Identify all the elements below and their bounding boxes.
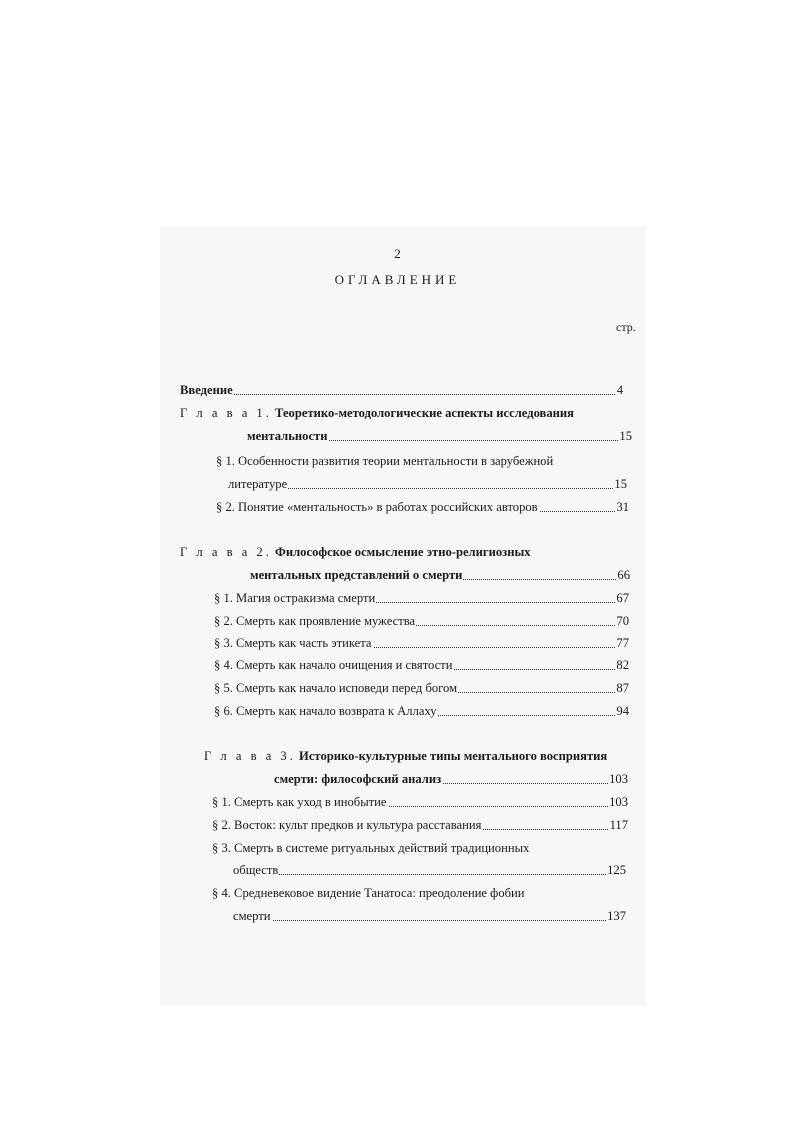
toc-entry-ch3-s3-cont[interactable] — [233, 862, 626, 879]
entry-title: § 1. Смерть как уход в инобытие — [212, 795, 387, 809]
toc-entry-intro[interactable] — [180, 382, 623, 399]
entry-page: 103 — [609, 772, 628, 786]
toc-entry-ch2-s4[interactable] — [214, 657, 629, 674]
chapter-title-line1: Философское осмысление этно-религиозных — [275, 545, 531, 559]
entry-page: 87 — [616, 681, 629, 695]
page-number: 2 — [394, 246, 401, 261]
entry-title: литературе — [228, 477, 288, 491]
chapter-2-title-line2[interactable] — [250, 567, 630, 584]
chapter-2-heading[interactable] — [180, 544, 640, 561]
toc-entry-ch1-s1[interactable] — [216, 453, 636, 470]
toc-entry-ch2-s2[interactable] — [214, 613, 629, 630]
chapter-title-line2: ментальных представлений о смерти — [250, 568, 463, 582]
toc-entry-ch2-s1[interactable] — [214, 590, 629, 607]
entry-title: § 6. Смерть как начало возврата к Аллаху — [214, 704, 437, 718]
entry-title: § 3. Смерть как часть этикета — [214, 636, 372, 650]
chapter-title-line1: Теоретико-методологические аспекты исследования — [275, 406, 574, 420]
chapter-title-line2: смерти: философский анализ — [274, 772, 442, 786]
chapter-3-title-line2[interactable] — [274, 771, 628, 788]
entry-page: 15 — [619, 429, 632, 443]
entry-page: 66 — [617, 568, 630, 582]
chapter-3-heading[interactable] — [204, 748, 624, 765]
chapter-title-line1: Историко-культурные типы ментального восприятия — [299, 749, 608, 763]
entry-title: § 1. Магия остракизма смерти — [214, 591, 376, 605]
page-column-label: стр. — [616, 320, 636, 334]
chapter-label: Г л а в а 3. — [204, 749, 296, 763]
entry-title: Введение — [180, 383, 233, 397]
entry-page: 125 — [607, 863, 626, 877]
entry-title: § 2. Смерть как проявление мужества — [214, 614, 416, 628]
entry-page: 15 — [614, 477, 627, 491]
chapter-1-title-line2[interactable] — [247, 428, 632, 445]
entry-title: § 4. Смерть как начало очищения и святости — [214, 658, 453, 672]
chapter-label: Г л а в а 2. — [180, 545, 272, 559]
toc-entry-ch3-s3[interactable] — [212, 840, 632, 857]
entry-page: 137 — [607, 909, 626, 923]
toc-entry-ch2-s3[interactable] — [214, 635, 629, 652]
entry-title: § 4. Средневековое видение Танатоса: преодоление фобии — [212, 886, 525, 900]
toc-entry-ch1-s1-cont[interactable] — [228, 476, 627, 493]
entry-title: § 2. Восток: культ предков и культура расставания — [212, 818, 482, 832]
toc-entry-ch3-s4-cont[interactable] — [233, 908, 626, 925]
chapter-1-heading[interactable] — [180, 405, 640, 422]
toc-title: ОГЛАВЛЕНИЕ — [334, 272, 461, 287]
entry-page: 70 — [616, 614, 629, 628]
entry-title: § 3. Смерть в системе ритуальных действий традиционных — [212, 841, 530, 855]
entry-title: § 1. Особенности развития теории ментальности в зарубежной — [216, 454, 554, 468]
entry-title: обществ — [233, 863, 279, 877]
entry-title: § 5. Смерть как начало исповеди перед богом — [214, 681, 458, 695]
toc-entry-ch3-s1[interactable] — [212, 794, 628, 811]
entry-page: 4 — [616, 383, 623, 397]
toc-entry-ch3-s2[interactable] — [212, 817, 628, 834]
entry-page: 67 — [616, 591, 629, 605]
entry-page: 77 — [616, 636, 629, 650]
chapter-label: Г л а в а 1. — [180, 406, 272, 420]
entry-title: смерти — [233, 909, 271, 923]
toc-entry-ch1-s2[interactable] — [216, 499, 629, 516]
toc-entry-ch2-s5[interactable] — [214, 680, 629, 697]
chapter-title-line2: ментальности — [247, 429, 328, 443]
entry-page: 31 — [616, 500, 629, 514]
entry-page: 94 — [616, 704, 629, 718]
entry-page: 103 — [609, 795, 628, 809]
toc-entry-ch3-s4[interactable] — [212, 885, 632, 902]
toc-entry-ch2-s6[interactable] — [214, 703, 629, 720]
entry-title: § 2. Понятие «ментальность» в работах российских авторов — [216, 500, 538, 514]
entry-page: 117 — [609, 818, 628, 832]
entry-page: 82 — [616, 658, 629, 672]
